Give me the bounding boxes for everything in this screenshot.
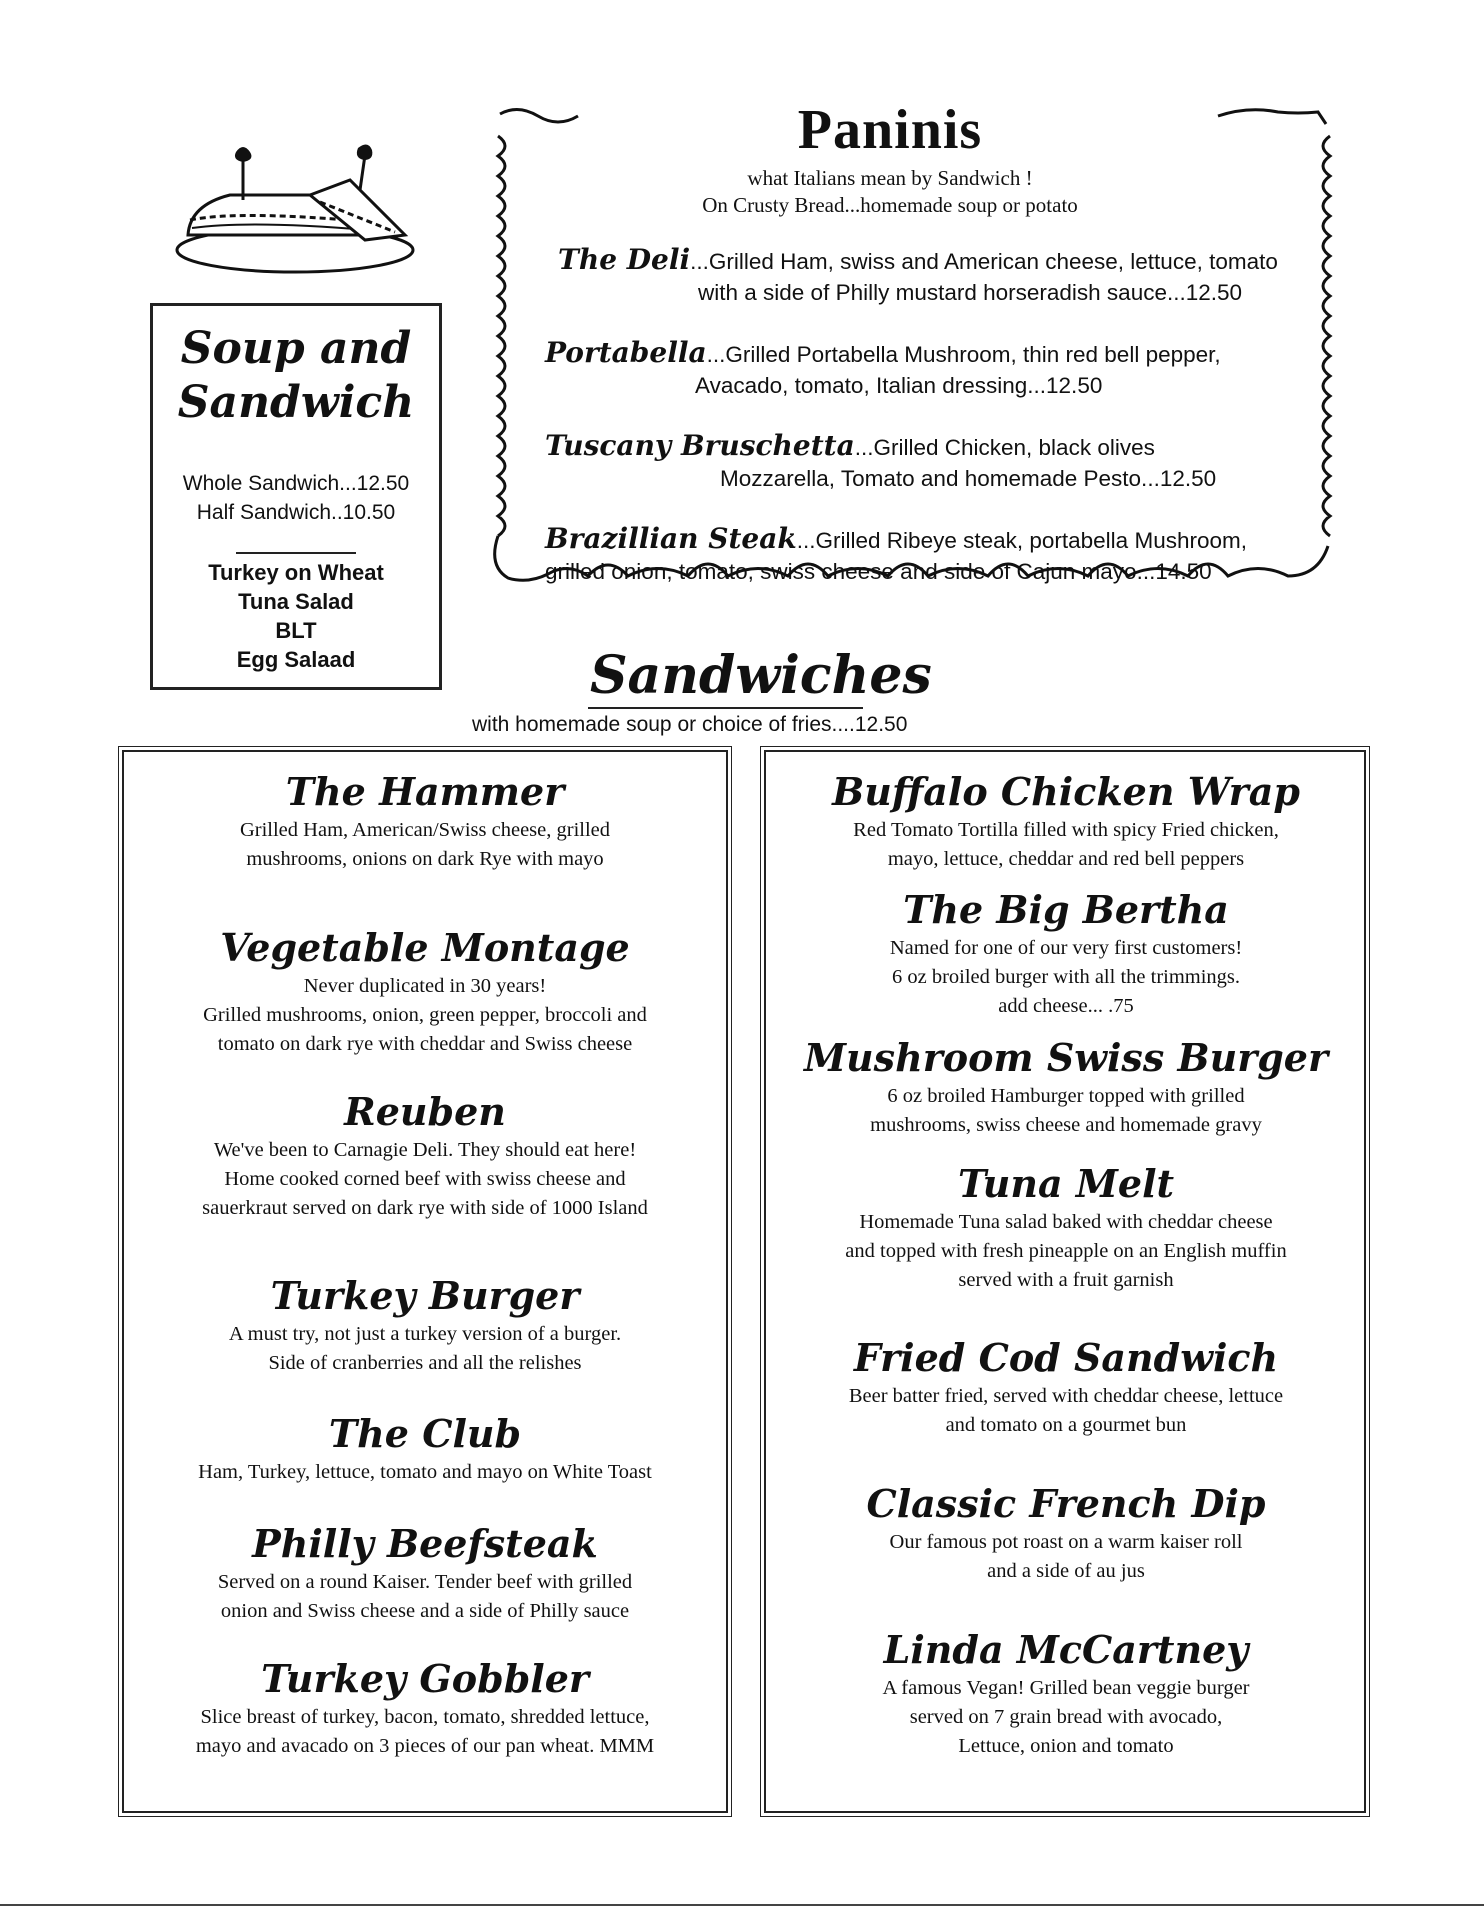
panini-item-desc-2: Mozzarella, Tomato and homemade Pesto...12.50 bbox=[720, 466, 1217, 491]
menu-item-desc: mayo and avacado on 3 pieces of our pan wheat. MMM bbox=[195, 1735, 655, 1757]
menu-item-name: Fried Cod Sandwich bbox=[853, 1335, 1279, 1380]
menu-item-desc: Served on a round Kaiser. Tender beef with grilled bbox=[217, 1571, 633, 1593]
menu-item-desc: sauerkraut served on dark rye with side of 1000 Island bbox=[202, 1197, 648, 1219]
soup-title-line-2: Sandwich bbox=[177, 377, 415, 428]
menu-item-desc: mushrooms, swiss cheese and homemade gravy bbox=[870, 1114, 1262, 1136]
panini-item-desc: ...Grilled Chicken, black olives bbox=[854, 435, 1155, 460]
menu-item-desc: tomato on dark rye with cheddar and Swiss cheese bbox=[217, 1033, 633, 1055]
page-bottom-rule bbox=[0, 1904, 1484, 1906]
panini-item bbox=[558, 244, 1328, 308]
soup-option: Tuna Salad bbox=[238, 589, 354, 614]
menu-item-desc: and a side of au jus bbox=[987, 1560, 1145, 1582]
menu-item-desc: and topped with fresh pineapple on an English muffin bbox=[845, 1240, 1287, 1262]
menu-item bbox=[145, 1410, 705, 1487]
menu-item-name: The Hammer bbox=[285, 769, 565, 814]
panini-item-desc: ...Grilled Ham, swiss and American cheese, lettuce, tomato bbox=[690, 249, 1278, 274]
menu-item bbox=[786, 1480, 1346, 1586]
soup-option: BLT bbox=[275, 618, 317, 643]
menu-item-desc: Named for one of our very first customers! bbox=[889, 937, 1243, 959]
menu-item-desc: A famous Vegan! Grilled bean veggie burger bbox=[882, 1677, 1250, 1699]
sandwiches-underline bbox=[588, 707, 863, 709]
menu-item-desc: A must try, not just a turkey version of a burger. bbox=[228, 1323, 622, 1345]
menu-item-desc: Lettuce, onion and tomato bbox=[958, 1735, 1174, 1757]
menu-item-name: Classic French Dip bbox=[866, 1481, 1266, 1526]
whole-sandwich-price: Whole Sandwich...12.50 bbox=[182, 472, 410, 495]
menu-item-desc: Home cooked corned beef with swiss cheese and bbox=[224, 1168, 626, 1190]
menu-item-desc: Homemade Tuna salad baked with cheddar cheese bbox=[859, 1211, 1273, 1233]
paninis-title: Paninis bbox=[797, 99, 983, 161]
menu-item bbox=[786, 1334, 1346, 1440]
paninis-subtitle-2: On Crusty Bread...homemade soup or potato bbox=[702, 193, 1078, 217]
soup-option: Turkey on Wheat bbox=[208, 560, 384, 585]
panini-item-name: Tuscany Bruschetta bbox=[545, 429, 855, 462]
menu-item-desc: mayo, lettuce, cheddar and red bell peppers bbox=[887, 848, 1245, 870]
menu-item bbox=[786, 1626, 1346, 1761]
menu-item-desc: served with a fruit garnish bbox=[958, 1269, 1174, 1291]
menu-item-desc: Side of cranberries and all the relishes bbox=[268, 1352, 582, 1374]
menu-item-desc: Grilled mushrooms, onion, green pepper, broccoli and bbox=[203, 1004, 647, 1026]
menu-item bbox=[145, 1272, 705, 1378]
menu-item-name: Turkey Gobbler bbox=[261, 1656, 589, 1701]
soup-divider bbox=[236, 552, 356, 554]
menu-item-name: Reuben bbox=[344, 1089, 506, 1134]
menu-item bbox=[786, 1034, 1346, 1140]
menu-item bbox=[786, 768, 1346, 874]
panini-item bbox=[545, 430, 1315, 494]
panini-item-desc: ...Grilled Portabella Mushroom, thin red bell pepper, bbox=[706, 342, 1221, 367]
menu-item-desc: onion and Swiss cheese and a side of Philly sauce bbox=[220, 1600, 630, 1622]
menu-item-desc: Ham, Turkey, lettuce, tomato and mayo on White Toast bbox=[198, 1461, 652, 1483]
paninis-subtitle: what Italians mean by Sandwich ! bbox=[747, 166, 1033, 190]
menu-item-name: Tuna Melt bbox=[957, 1161, 1175, 1206]
menu-item-desc: 6 oz broiled burger with all the trimmings. bbox=[891, 966, 1241, 988]
panini-item-desc-2: with a side of Philly mustard horseradish sauce...12.50 bbox=[698, 280, 1243, 305]
menu-item-desc: Grilled Ham, American/Swiss cheese, grilled bbox=[239, 819, 611, 841]
menu-item-name: Linda McCartney bbox=[883, 1627, 1249, 1672]
panini-item-name: Brazillian Steak bbox=[545, 522, 797, 555]
sandwich-illustration-icon bbox=[160, 140, 430, 280]
menu-item-desc: Slice breast of turkey, bacon, tomato, shredded lettuce, bbox=[200, 1706, 650, 1728]
menu-item-name: Buffalo Chicken Wrap bbox=[832, 769, 1300, 814]
menu-item-desc: Red Tomato Tortilla filled with spicy Fried chicken, bbox=[853, 819, 1279, 841]
menu-item bbox=[145, 1520, 705, 1626]
panini-item-name: Portabella bbox=[545, 336, 707, 369]
menu-item-name: Mushroom Swiss Burger bbox=[803, 1035, 1328, 1080]
menu-item bbox=[145, 924, 705, 1059]
panini-item-desc: ...Grilled Ribeye steak, portabella Mushroom, bbox=[796, 528, 1247, 553]
menu-item-name: Turkey Burger bbox=[270, 1273, 580, 1318]
menu-item bbox=[786, 1160, 1346, 1295]
menu-item bbox=[786, 886, 1346, 1021]
soup-sandwich-title bbox=[150, 322, 442, 430]
menu-item-desc: 6 oz broiled Hamburger topped with grilled bbox=[887, 1085, 1245, 1107]
sandwiches-title: Sandwiches bbox=[590, 645, 932, 706]
menu-item-desc: We've been to Carnagie Deli. They should eat here! bbox=[213, 1139, 637, 1161]
menu-item-desc: Beer batter fried, served with cheddar cheese, lettuce bbox=[848, 1385, 1284, 1407]
panini-item bbox=[545, 337, 1315, 401]
menu-item-desc: served on 7 grain bread with avocado, bbox=[909, 1706, 1223, 1728]
menu-item-desc: Our famous pot roast on a warm kaiser roll bbox=[889, 1531, 1243, 1553]
menu-item bbox=[145, 1088, 705, 1223]
menu-item-name: Philly Beefsteak bbox=[252, 1521, 598, 1566]
menu-item-name: Vegetable Montage bbox=[220, 925, 630, 970]
menu-item-desc: mushrooms, onions on dark Rye with mayo bbox=[246, 848, 604, 870]
menu-item bbox=[145, 1655, 705, 1761]
half-sandwich-price: Half Sandwich..10.50 bbox=[196, 501, 396, 524]
panini-item-desc-2: Avacado, tomato, Italian dressing...12.50 bbox=[695, 373, 1103, 398]
soup-option: Egg Salaad bbox=[236, 647, 356, 672]
soup-title-line-1: Soup and bbox=[180, 323, 412, 374]
menu-item-name: The Club bbox=[328, 1411, 522, 1456]
panini-item-name: The Deli bbox=[558, 243, 691, 276]
menu-item-desc: add cheese... .75 bbox=[998, 995, 1134, 1017]
menu-item-desc: and tomato on a gourmet bun bbox=[945, 1414, 1187, 1436]
sandwiches-subtitle: with homemade soup or choice of fries....12.50 bbox=[472, 713, 908, 736]
menu-item-name: The Big Bertha bbox=[903, 887, 1229, 932]
menu-item-desc: Never duplicated in 30 years! bbox=[303, 975, 547, 997]
panini-item-desc-2: grilled onion, tomato, swiss cheese and side of Cajun mayo...14.50 bbox=[545, 559, 1212, 584]
panini-item bbox=[545, 523, 1315, 587]
menu-item bbox=[145, 768, 705, 874]
